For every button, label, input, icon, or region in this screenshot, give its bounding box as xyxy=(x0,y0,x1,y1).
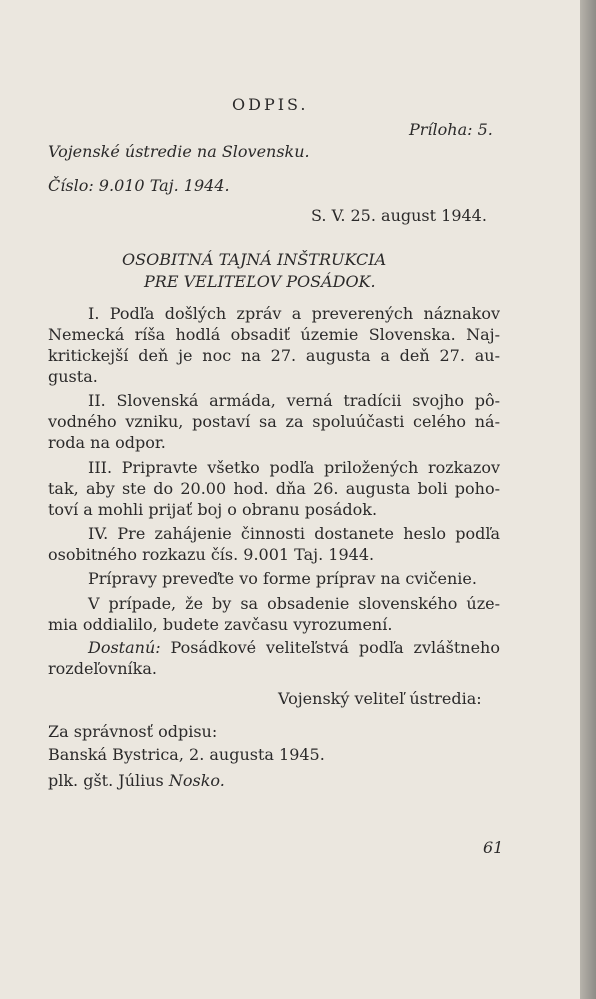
certification-line: Za správnosť odpisu: xyxy=(48,722,218,741)
body-line: IV. Pre zahájenie činnosti dostanete heslo podľa xyxy=(88,524,500,543)
body-line: vodného vzniku, postaví sa za spoluúčasti celého ná- xyxy=(48,412,500,431)
body-line: mia oddialilo, budete zavčasu vyrozumení. xyxy=(48,615,393,634)
page-edge-shadow xyxy=(580,0,596,999)
place-date-line: Banská Bystrica, 2. augusta 1945. xyxy=(48,745,325,764)
body-line: Nemecká ríša hodlá obsadiť územie Slovenska. Naj- xyxy=(48,325,500,344)
body-line: tak, aby ste do 20.00 hod. dňa 26. augusta boli poho- xyxy=(48,479,500,498)
body-line: toví a mohli prijať boj o obranu posádok. xyxy=(48,500,378,519)
distribution-label: Dostanú: xyxy=(88,638,161,657)
distribution-text: Posádkové veliteľstvá podľa zvláštneho xyxy=(160,638,500,657)
reference-number: Číslo: 9.010 Taj. 1944. xyxy=(48,176,230,195)
body-line: gusta. xyxy=(48,367,98,386)
body-line: kritickejší deň je noc na 27. augusta a deň 27. au- xyxy=(48,346,500,365)
body-line: V prípade, že by sa obsadenie slovenského úze- xyxy=(88,594,500,613)
body-line: III. Pripravte všetko podľa priložených rozkazov xyxy=(88,458,500,477)
signer-line xyxy=(48,771,225,791)
body-line: roda na odpor. xyxy=(48,433,166,452)
signer-prefix: plk. gšt. Július xyxy=(48,771,169,790)
document-heading: ODPIS. xyxy=(232,95,309,114)
body-line: osobitného rozkazu čís. 9.001 Taj. 1944. xyxy=(48,545,375,564)
body-line: II. Slovenská armáda, verná tradícii svojho pô- xyxy=(88,391,500,410)
distribution-line-2: rozdeľovníka. xyxy=(48,659,157,678)
signature-line: Vojenský veliteľ ústredia: xyxy=(278,689,482,708)
distribution-line xyxy=(88,638,500,658)
page-number: 61 xyxy=(483,838,504,857)
document-date: S. V. 25. august 1944. xyxy=(311,206,487,225)
instruction-title-line-1: OSOBITNÁ TAJNÁ INŠTRUKCIA xyxy=(122,250,387,269)
body-line: I. Podľa došlých zpráv a preverených náznakov xyxy=(88,304,500,323)
attachment-label: Príloha: 5. xyxy=(409,120,493,139)
signer-surname: Nosko. xyxy=(168,771,225,790)
body-line: Prípravy preveďte vo forme príprav na cvičenie. xyxy=(88,569,477,588)
issuer-line: Vojenské ústredie na Slovensku. xyxy=(48,142,310,161)
instruction-title-line-2: PRE VELITEĽOV POSÁDOK. xyxy=(144,272,376,291)
